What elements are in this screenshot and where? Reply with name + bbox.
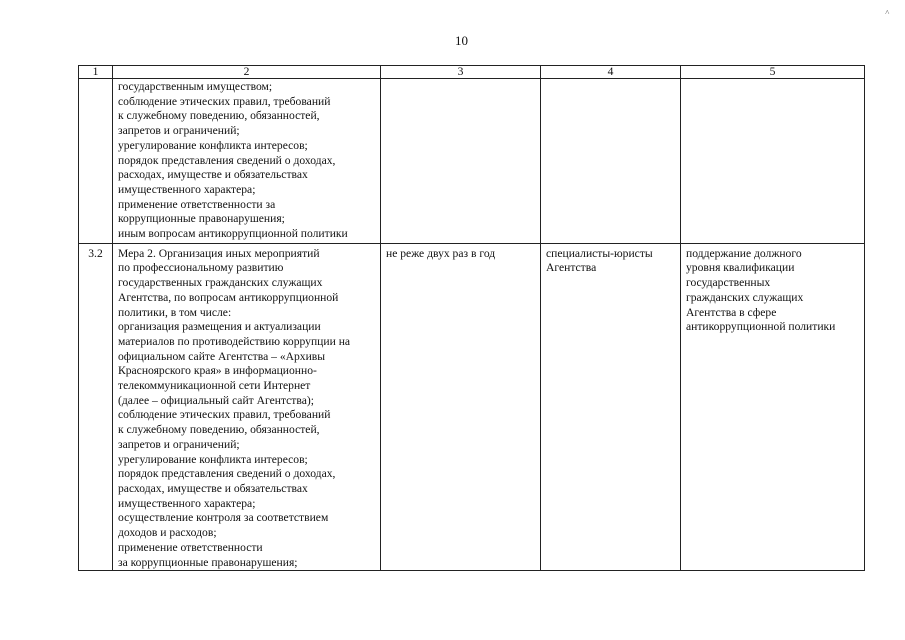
text-line: антикоррупционной политики [686,320,836,334]
text-line: организация размещения и актуализации [118,320,321,334]
text-line: урегулирование конфликта интересов; [118,452,308,466]
text-line: имущественного характера; [118,496,256,510]
text-line: официальном сайте Агентства – «Архивы [118,349,326,363]
row-number: 3.2 [79,243,113,570]
text-line: имущественного характера; [118,182,256,196]
measures-table [78,65,865,571]
text-line: применение ответственности за [118,197,276,211]
text-line: государственных [686,276,771,290]
text-line: (далее – официальный сайт Агентства); [118,393,314,407]
text-line: Агентства в сфере [686,305,777,319]
scan-mark: ˄ [885,8,890,17]
text-line: осуществление контроля за соответствием [118,511,329,525]
text-line: расходах, имуществе и обязательствах [118,168,308,182]
text-line: урегулирование конфликта интересов; [118,138,308,152]
text-line: коррупционные правонарушения; [118,212,285,226]
text-line: иным вопросам антикоррупционной политики [118,227,348,241]
cell-col5 [681,243,865,570]
text-line: применение ответственности [118,540,263,554]
text-line: запретов и ограничений; [118,124,240,138]
text-line: к служебному поведению, обязанностей, [118,423,320,437]
text-line: материалов по противодействию коррупции на [118,334,351,348]
text-line: поддержание должного [686,246,802,260]
text-line: расходах, имуществе и обязательствах [118,481,308,495]
text-line: за коррупционные правонарушения; [118,555,298,569]
text-line: соблюдение этических правил, требований [118,94,331,108]
table-row [79,243,865,570]
text-line: Агентства, по вопросам антикоррупционной [118,290,339,304]
text-line: уровня квалификации [686,261,795,275]
text-line: по профессиональному развитию [118,261,284,275]
header-cell: 5 [681,66,865,79]
header-cell: 4 [541,66,681,79]
text-line: доходов и расходов; [118,526,217,540]
header-cell: 2 [113,66,381,79]
cell-col3 [381,79,541,244]
text-line: к служебному поведению, обязанностей, [118,109,320,123]
text-line: телекоммуникационной сети Интернет [118,379,311,393]
cell-col2 [113,79,381,244]
text-line: государственных гражданских служащих [118,276,323,290]
header-cell: 1 [79,66,113,79]
header-cell: 3 [381,66,541,79]
text-line: запретов и ограничений; [118,437,240,451]
text-line: государственным имуществом; [118,80,273,93]
text-line: Агентства [546,261,597,275]
header-row [79,66,865,79]
cell-col4 [541,79,681,244]
cell-col4 [541,243,681,570]
text-line: порядок представления сведений о доходах, [118,467,336,481]
text-line: специалисты-юристы [546,246,653,260]
text-line: политики, в том числе: [118,305,232,319]
text-line: гражданских служащих [686,290,804,304]
cell-col5 [681,79,865,244]
cell-col2 [113,243,381,570]
cell-col3 [381,243,541,570]
text-line: Красноярского края» в информационно- [118,364,317,378]
text-line: соблюдение этических правил, требований [118,408,331,422]
row-number [79,79,113,244]
text-line: порядок представления сведений о доходах, [118,153,336,167]
text-line: не реже двух раз в год [386,246,496,260]
text-line: Мера 2. Организация иных мероприятий [118,246,320,260]
page-number: 10 [455,33,468,48]
table-row [79,79,865,244]
